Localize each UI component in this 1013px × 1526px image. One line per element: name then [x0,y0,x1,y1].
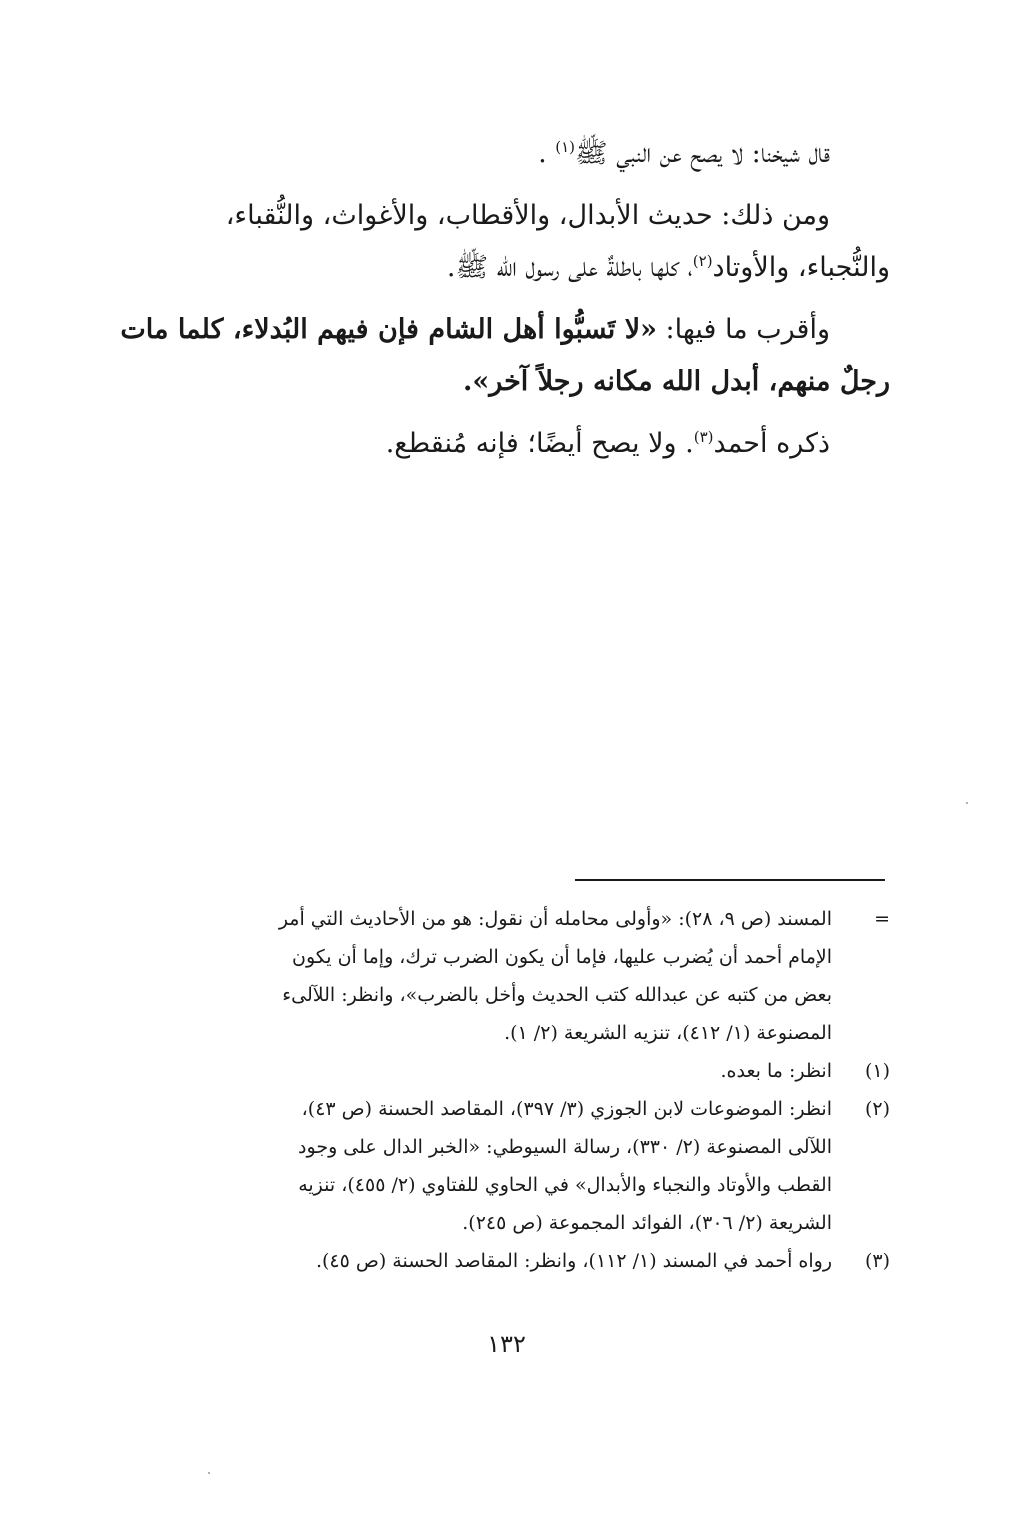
footnote-body [100,1242,832,1280]
footnote-1 [100,1052,890,1090]
footnote-line: رواه أحمد في المسند (١/ ١١٢)، وانظر: المقاصد الحسنة (ص ٤٥). [315,1250,832,1272]
footnote-ref-1: (١) [555,138,576,156]
paragraph-1 [100,128,890,180]
paragraph-4-line-1: ذكره أحمد$^{(٣)}$. ولا يصح أيضًا؛ فإنه مُنقطع. [385,428,830,459]
main-text [100,128,890,480]
footnote-line: بعض من كتبه عن عبدالله كتب الحديث وأخل بالضرب»، وانظر: اللآلىء [282,984,832,1006]
paragraph-2-line-2: والنُّجباء، والأوتاد$^{(٢)}$، كلها باطلةٌ على رسول الله ﷺ. [446,252,890,283]
footnote-mark: = [874,908,890,930]
footnote-3 [100,1242,890,1280]
scan-speck [966,802,968,804]
footnote-line: اللآلى المصنوعة (٢/ ٣٣٠)، رسالة السيوطي: «الخبر الدال على وجود [298,1136,832,1158]
footnote-continued [100,900,890,1052]
paragraph-3 [100,304,890,408]
hadith-quote-part-2: رجلٌ منهم، أبدل الله مكانه رجلاً آخر». [462,366,890,397]
footnote-line: المسند (ص ٩، ٢٨): «وأولى محامله أن نقول: هو من الأحاديث التي أمر [278,908,832,930]
footnote-body [100,900,832,1052]
footnotes-section [100,900,890,1280]
footnote-mark: (١) [864,1060,890,1082]
hadith-quote-part-1: «لا تَسبُّوا أهل الشام فإن فيهم البُدلاء، كلما مات [120,314,657,345]
footnote-mark: (٣) [864,1250,890,1272]
footnote-line: الشريعة (٢/ ٣٠٦)، الفوائد المجموعة (ص ٢٤٥). [462,1212,832,1234]
footnote-mark: (٢) [864,1098,890,1120]
paragraph-2-line-1: ومن ذلك: حديث الأبدال، والأقطاب، والأغواث، والنُّقباء، [225,200,830,231]
footnote-line: انظر: الموضوعات لابن الجوزي (٣/ ٣٩٧)، المقاصد الحسنة (ص ٤٣)، [301,1098,832,1120]
footnote-body [100,1052,832,1090]
footnote-ref-2: (٢) [692,252,713,270]
footnote-line: انظر: ما بعده. [720,1060,832,1082]
page-number: ١٣٢ [487,1330,526,1358]
footnote-line: المصنوعة (١/ ٤١٢)، تنزيه الشريعة (٢/ ١). [504,1022,832,1044]
paragraph-3-line-1: وأقرب ما فيها: «لا تَسبُّوا أهل الشام فإن فيهم البُدلاء، كلما مات [120,314,830,345]
footnote-line: القطب والأوتاد والنجباء والأبدال» في الحاوي للفتاوي (٢/ ٤٥٥)، تنزيه [298,1174,832,1196]
footnote-body [100,1090,832,1242]
footnote-2 [100,1090,890,1242]
paragraph-4 [100,418,890,470]
scan-speck [208,1472,210,1474]
paragraph-2 [100,190,890,294]
footnote-ref-3: (٣) [693,428,714,446]
footnote-separator [575,879,885,881]
paragraph-1-line-1: قال شيخنا: لا يصح عن النبي ﷺ$^{(١)}$ . [538,138,830,169]
footnote-line: الإمام أحمد أن يُضرب عليها، فإما أن يكون الضرب ترك، وإما أن يكون [291,946,832,968]
